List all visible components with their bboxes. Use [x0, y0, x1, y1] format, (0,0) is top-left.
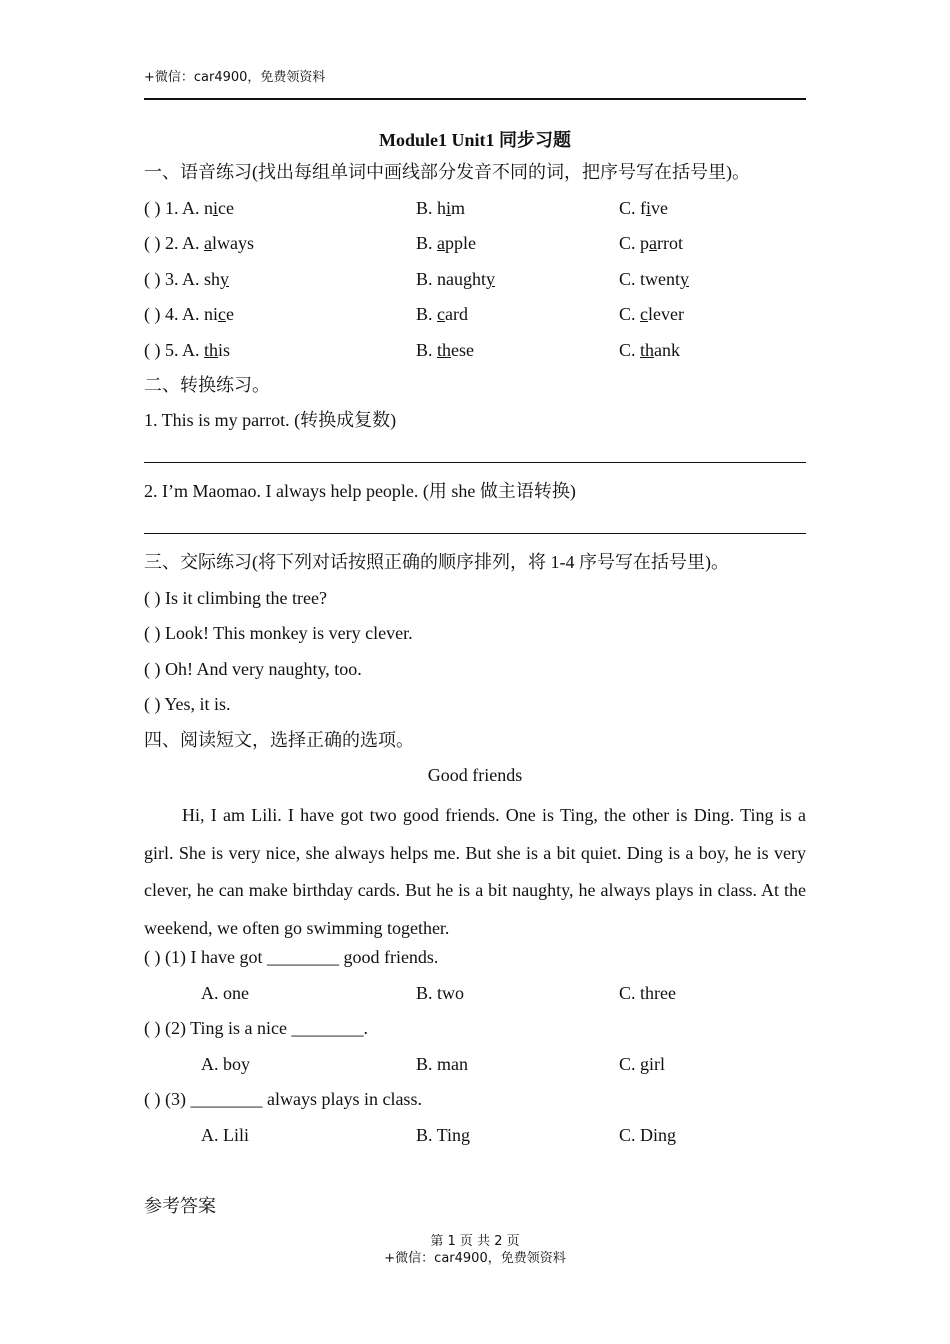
passage-title: Good friends — [427, 765, 523, 785]
reading-passage: Hi, I am Lili. I have got two good friends. One is Ting, the other is Ding. Ting is a girl. She is very nice, she always helps me. But she is a bit quiet. Ding is a boy, he is very clever, he can make birthday cards. But he is a bit naughty, he always plays in class. At the weekend, we often go swimming together. — [144, 805, 806, 938]
choice-a: A. one — [201, 983, 249, 1003]
header-divider — [144, 98, 806, 100]
choice-b: B. man — [416, 1054, 468, 1074]
transform-question-2: 2. I’m Maomao. I always help people. (用 she 做主语转换) — [144, 481, 576, 501]
choice-a: A. Lili — [201, 1125, 249, 1145]
option-a: ( ) 2. A. always — [144, 233, 254, 253]
option-c: C. thank — [619, 340, 681, 360]
option-b: B. naughty — [416, 269, 495, 289]
option-a: ( ) 3. A. shy — [144, 269, 229, 289]
option-b: B. him — [416, 198, 466, 218]
option-b: B. card — [416, 304, 468, 324]
choice-b: B. Ting — [416, 1125, 471, 1145]
dialogue-line: ( ) Look! This monkey is very clever. — [144, 623, 413, 643]
reading-question-2: ( ) (2) Ting is a nice ________. — [144, 1018, 368, 1038]
answer-line-1[interactable] — [144, 462, 806, 463]
reading-question-3: ( ) (3) ________ always plays in class. — [144, 1089, 422, 1109]
section4-heading: 四、阅读短文，选择正确的选项。 — [144, 730, 414, 750]
dialogue-line: ( ) Oh! And very naughty, too. — [144, 659, 362, 679]
answers-heading: 参考答案 — [144, 1196, 216, 1216]
option-b: B. these — [416, 340, 475, 360]
option-c: C. five — [619, 198, 669, 218]
choice-b: B. two — [416, 983, 465, 1003]
option-a: ( ) 1. A. nice — [144, 198, 234, 218]
reading-question-1: ( ) (1) I have got ________ good friends. — [144, 947, 439, 967]
option-a: ( ) 4. A. nice — [144, 304, 234, 324]
choice-c: C. three — [619, 983, 676, 1003]
answer-line-2[interactable] — [144, 533, 806, 534]
choice-c: C. Ding — [619, 1125, 677, 1145]
transform-question-1: 1. This is my parrot. (转换成复数) — [144, 410, 397, 430]
choice-c: C. girl — [619, 1054, 666, 1074]
option-c: C. parrot — [619, 233, 684, 253]
dialogue-line: ( ) Is it climbing the tree? — [144, 588, 327, 608]
option-b: B. apple — [416, 233, 477, 253]
page-header: +微信：car4900，免费领资料 — [144, 70, 326, 85]
page-number: 第 1 页 共 2 页 — [430, 1234, 520, 1249]
section2-heading: 二、转换练习。 — [144, 375, 270, 395]
option-c: C. clever — [619, 304, 684, 324]
page-footer: +微信：car4900，免费领资料 — [384, 1251, 566, 1266]
choice-a: A. boy — [201, 1054, 250, 1074]
option-a: ( ) 5. A. this — [144, 340, 231, 360]
section3-heading: 三、交际练习(将下列对话按照正确的顺序排列，将 1-4 序号写在括号里)。 — [144, 552, 729, 572]
page-title: Module1 Unit1 同步习题 — [378, 130, 571, 150]
option-c: C. twenty — [619, 269, 689, 289]
section1-heading: 一、语音练习(找出每组单词中画线部分发音不同的词，把序号写在括号里)。 — [144, 162, 750, 182]
dialogue-line: ( ) Yes, it is. — [144, 694, 231, 714]
